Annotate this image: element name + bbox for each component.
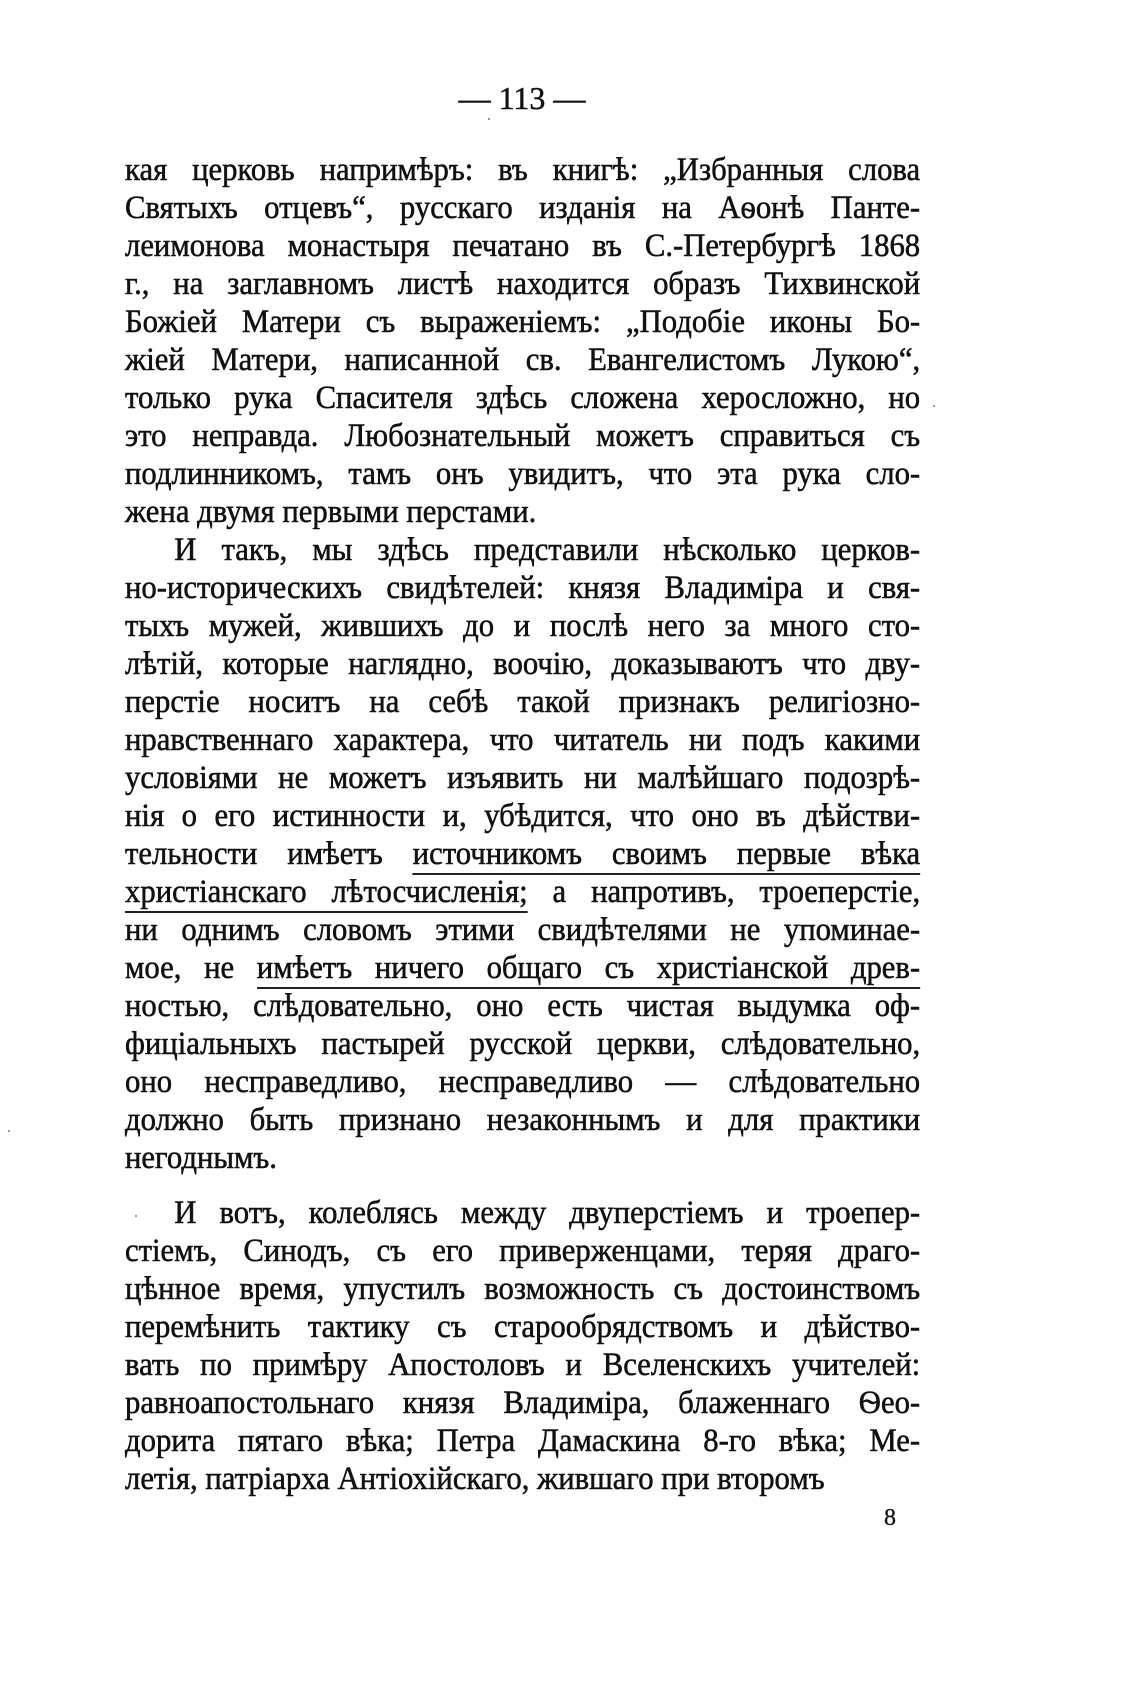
text-line — [125, 797, 920, 835]
text-line — [125, 1422, 920, 1460]
paragraph — [125, 1194, 920, 1498]
text-line — [125, 379, 920, 417]
text-segment: стіемъ, Синодъ, съ его приверженцами, теряя драго- — [125, 1233, 921, 1269]
text-segment: оно несправедливо, несправедливо — слѣдовательно — [125, 1064, 921, 1100]
text-line — [125, 1101, 920, 1139]
text-segment: а напротивъ, троеперстіе, — [527, 874, 921, 910]
scan-speck — [933, 405, 935, 407]
text-segment: только рука Спасителя здѣсь сложена херосложно, но — [125, 380, 921, 416]
scan-speck — [488, 118, 490, 120]
text-segment: летія, патріарха Антіохійскаго, жившаго при второмъ — [125, 1461, 825, 1497]
text-segment: И такъ, мы здѣсь представили нѣсколько церков- — [174, 532, 921, 568]
text-segment: И вотъ, колеблясь между двуперстіемъ и троепер- — [174, 1195, 921, 1231]
text-segment: кая церковь напримѣръ: въ книгѣ: „Избранныя слова — [125, 152, 921, 188]
text-segment: г., на заглавномъ листѣ находится образъ Тихвинской — [125, 266, 921, 302]
text-segment: перстіе носитъ на себѣ такой признакъ религіозно- — [125, 684, 921, 720]
text-segment: негоднымъ. — [125, 1140, 277, 1176]
text-line — [125, 1194, 920, 1232]
text-line — [125, 721, 920, 759]
text-line — [125, 265, 920, 303]
text-line — [125, 911, 920, 949]
text-segment: ностью, — [125, 988, 254, 1024]
text-line — [125, 1139, 920, 1177]
text-segment: леимонова монастыря печатано въ С.-Петербургѣ 1868 — [125, 228, 921, 264]
text-segment: это неправда. Любознательный можетъ справиться съ — [125, 418, 921, 454]
text-segment: нравственнаго характера, что читатель ни подъ какими — [125, 722, 921, 758]
text-segment: Божіей Матери съ выраженіемъ: „Подобіе иконы Бо- — [125, 304, 921, 340]
handwritten-underline: христіанскаго лѣтосчисленія; — [125, 874, 528, 913]
scan-speck — [135, 1215, 137, 1217]
text-segment: условіями не можетъ изъявить ни малѣйшаго подозрѣ- — [125, 760, 921, 796]
text-line — [125, 1346, 920, 1384]
text-segment: должно быть признано незаконнымъ и для практики — [125, 1102, 921, 1138]
signature-mark: 8 — [884, 1505, 896, 1531]
text-segment: слѣдовательно, — [253, 988, 453, 1024]
text-line — [125, 1025, 920, 1063]
page-number: — 113 — — [458, 80, 586, 116]
text-line — [125, 1232, 920, 1270]
text-line — [125, 189, 920, 227]
text-line — [125, 1308, 920, 1346]
text-line — [125, 873, 920, 911]
text-line — [125, 1270, 920, 1308]
text-segment: вать по примѣру Апостоловъ и Вселенскихъ учителей: — [125, 1347, 921, 1383]
text-segment: подлинникомъ, тамъ онъ увидитъ, что эта рука сло- — [125, 456, 921, 492]
text-segment: но-историческихъ свидѣтелей: князя Владиміра и свя- — [125, 570, 921, 606]
text-segment: перемѣнить тактику съ старообрядствомъ и дѣйство- — [125, 1309, 921, 1345]
text-line — [125, 607, 920, 645]
text-segment: равноапостольнаго князя Владиміра, блаженнаго Ѳео- — [125, 1385, 921, 1421]
text-segment: тельности имѣетъ — [125, 836, 413, 872]
paragraph — [125, 531, 920, 1177]
text-segment: жена двумя первыми перстами. — [125, 494, 537, 530]
text-line — [125, 493, 920, 531]
text-line — [125, 1063, 920, 1101]
text-segment: тыхъ мужей, жившихъ до и послѣ него за много сто- — [125, 608, 921, 644]
text-line — [125, 151, 920, 189]
text-segment: цѣнное время, упустилъ возможность съ достоинствомъ — [125, 1271, 921, 1307]
text-segment: мое, не — [125, 950, 257, 986]
text-line — [125, 949, 920, 987]
text-line — [125, 1460, 920, 1498]
text-line — [125, 341, 920, 379]
text-segment: ни однимъ словомъ этими свидѣтелями не упоминае- — [125, 912, 921, 948]
text-line — [125, 569, 920, 607]
text-segment: оно есть чистая выдумка оф- — [452, 988, 921, 1024]
text-line — [125, 1384, 920, 1422]
text-line — [125, 759, 920, 797]
text-segment: лѣтій, которые наглядно, воочію, доказываютъ что дву- — [125, 646, 921, 682]
text-segment: жіей Матери, написанной св. Евангелистомъ Лукою“, — [125, 342, 921, 378]
text-line — [125, 455, 920, 493]
text-line — [125, 987, 920, 1025]
text-segment: нія о его истинности и, убѣдится, что оно въ дѣйстви- — [125, 798, 921, 834]
text-segment: дорита пятаго вѣка; Петра Дамаскина 8-го вѣка; Ме- — [125, 1423, 921, 1459]
text-line — [125, 227, 920, 265]
text-line — [125, 417, 920, 455]
text-line — [125, 531, 920, 569]
text-line — [125, 645, 920, 683]
handwritten-underline: имѣетъ ничего общаго съ христіанской древ- — [257, 950, 920, 989]
text-line — [125, 835, 920, 873]
text-segment: Святыхъ отцевъ“, русскаго изданія на Аѳонѣ Панте- — [125, 190, 921, 226]
page-body-text — [125, 151, 920, 1498]
handwritten-underline: источникомъ своимъ первые вѣка — [413, 836, 920, 875]
text-segment: фиціальныхъ пастырей русской церкви, слѣдовательно, — [125, 1026, 921, 1062]
scan-speck — [8, 1130, 10, 1132]
paragraph — [125, 151, 920, 531]
text-line — [125, 303, 920, 341]
text-line — [125, 683, 920, 721]
